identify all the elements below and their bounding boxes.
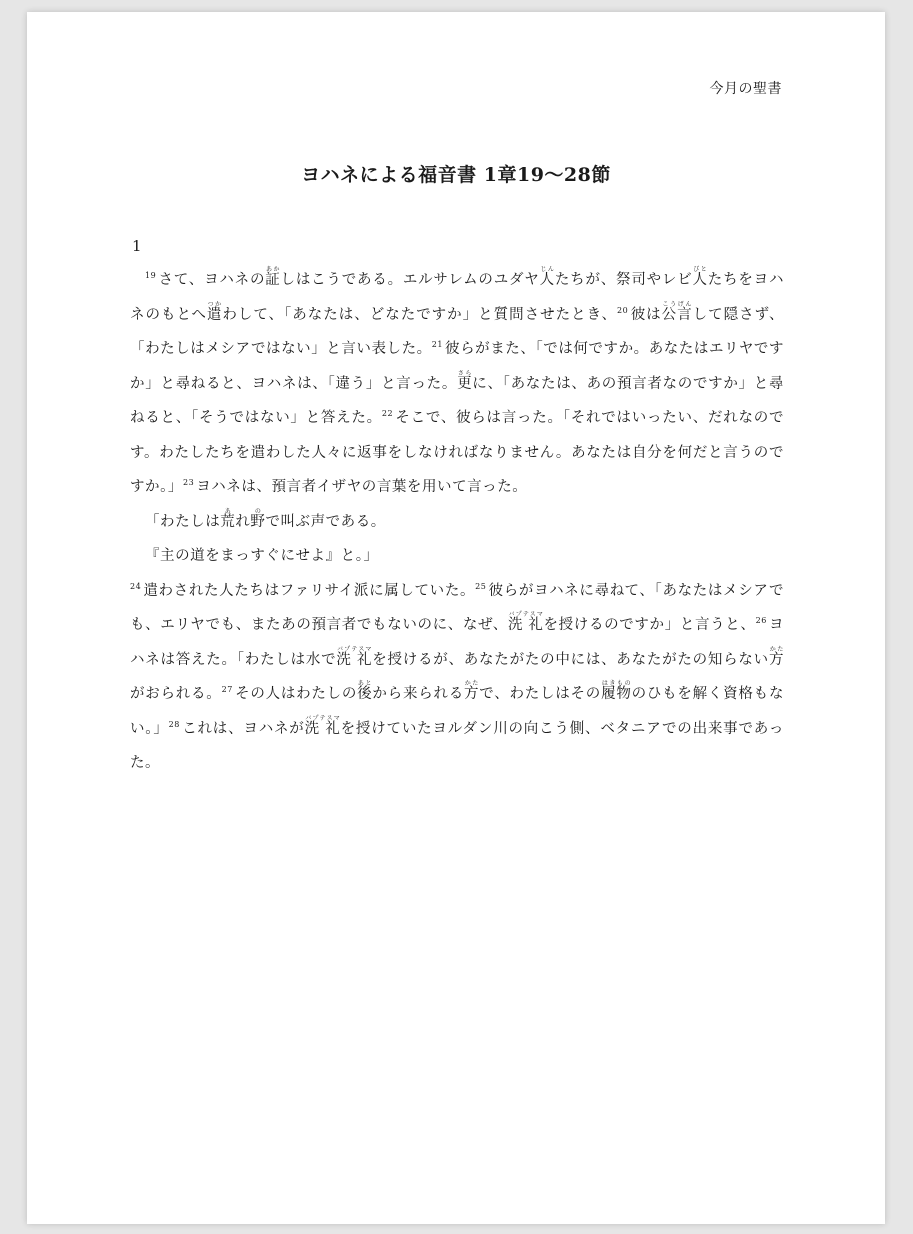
verse-text: に、「あなたは、あの預言者なのですか」と尋ねると、「そうではない」と答えた。 — [130, 375, 784, 426]
verse-number: 19 — [145, 271, 157, 280]
ruby-word: 方かた — [464, 680, 480, 702]
verse-number: 20 — [616, 305, 629, 315]
verse-number: 26 — [755, 616, 767, 625]
paragraph — [130, 263, 784, 505]
chapter-number: 1 — [132, 237, 142, 255]
ruby-word: 更さら — [457, 369, 473, 392]
page-title: ヨハネによる福音書 1章19〜28節 — [301, 164, 611, 186]
verse-text: を授けていたヨルダン川の向こう側、ベタニアでの出来事であった。 — [130, 720, 784, 771]
verse-text: たちが、祭司やレビ — [554, 272, 693, 288]
ruby-word: 履物はきもの — [601, 680, 632, 702]
verse-text: これは、ヨハネが — [181, 720, 305, 737]
verse-text: がおられる。 — [130, 686, 222, 702]
verse-text: その人はわたしの — [234, 686, 358, 702]
verse-text: を授けるのですか」と言うと、 — [543, 617, 756, 633]
verse-number: 21 — [431, 340, 444, 349]
verse-text: ヨハネは答えた。「わたしは水で — [130, 617, 785, 668]
verse-text: さて、ヨハネの — [158, 272, 266, 288]
verse-text: しはこうである。エルサレムのユダヤ — [280, 272, 540, 288]
ruby-word: 証あか — [265, 266, 281, 288]
ruby-word: 洗 礼バプテスマ — [304, 714, 341, 737]
ruby-word: 洗 礼バプテスマ — [507, 611, 544, 633]
scripture-body — [130, 263, 784, 781]
ruby-word: 方かた — [768, 645, 784, 668]
verse-number: 23 — [182, 478, 195, 487]
verse-number: 24 — [130, 581, 142, 591]
ruby-word: 公言こうげん — [661, 300, 693, 323]
verse-text: を授けるが、あなたがたの中には、あなたがたの知らない — [372, 651, 769, 668]
quote-line: 『主の道をまっすぐにせよ』と。」 — [145, 548, 379, 564]
verse-number: 27 — [221, 685, 233, 694]
verse-text: 遣わされた人たちはファリサイ派に属していた。 — [143, 582, 476, 599]
ruby-word: 後あと — [357, 680, 373, 702]
paragraph — [130, 574, 784, 781]
verse-text: たちをヨハネのもとへ — [130, 272, 785, 323]
ruby-word: 遣つか — [206, 300, 223, 323]
verse-text: して隠さず、「わたしはメシアではない」と言い表した。 — [130, 306, 784, 357]
verse-text: 彼らがまた、「では何ですか。あなたはエリヤですか」と尋ねると、ヨハネは、「違う」と言った。 — [130, 341, 784, 392]
header-label: 今月の聖書 — [709, 81, 782, 97]
ruby-word: 洗 礼バプテスマ — [336, 645, 373, 668]
ruby-word: 野の — [250, 507, 266, 530]
document-page — [27, 12, 885, 1224]
verse-text: で、わたしはその — [479, 686, 602, 702]
quote-line: 「わたしは荒あれ野ので叫ぶ声である。 — [145, 507, 386, 530]
verse-text: から来られる — [372, 686, 464, 702]
verse-number: 22 — [381, 409, 394, 418]
ruby-word: 荒あ — [220, 507, 236, 530]
verse-text: ヨハネは、預言者イザヤの言葉を用いて言った。 — [196, 479, 528, 495]
verse-text: わして、「あなたは、どなたですか」と質問させたとき、 — [222, 306, 617, 323]
verse-number: 28 — [168, 719, 180, 729]
ruby-word: 人じん — [539, 266, 555, 288]
ruby-word: 人びと — [692, 266, 708, 288]
verse-text: そこで、彼らは言った。「それではいったい、だれなのです。わたしたちを遣わした人々に返事をしなければなりません。あなたは自分を何だと言うのですか。」 — [130, 410, 784, 495]
verse-number: 25 — [475, 581, 487, 591]
verse-text: 彼らがヨハネに尋ねて、「あなたはメシアでも、エリヤでも、またあの預言者でもないのに、なぜ、 — [130, 582, 784, 633]
verse-text: のひもを解く資格もない。」 — [130, 686, 784, 737]
verse-text: 彼は — [630, 306, 662, 323]
